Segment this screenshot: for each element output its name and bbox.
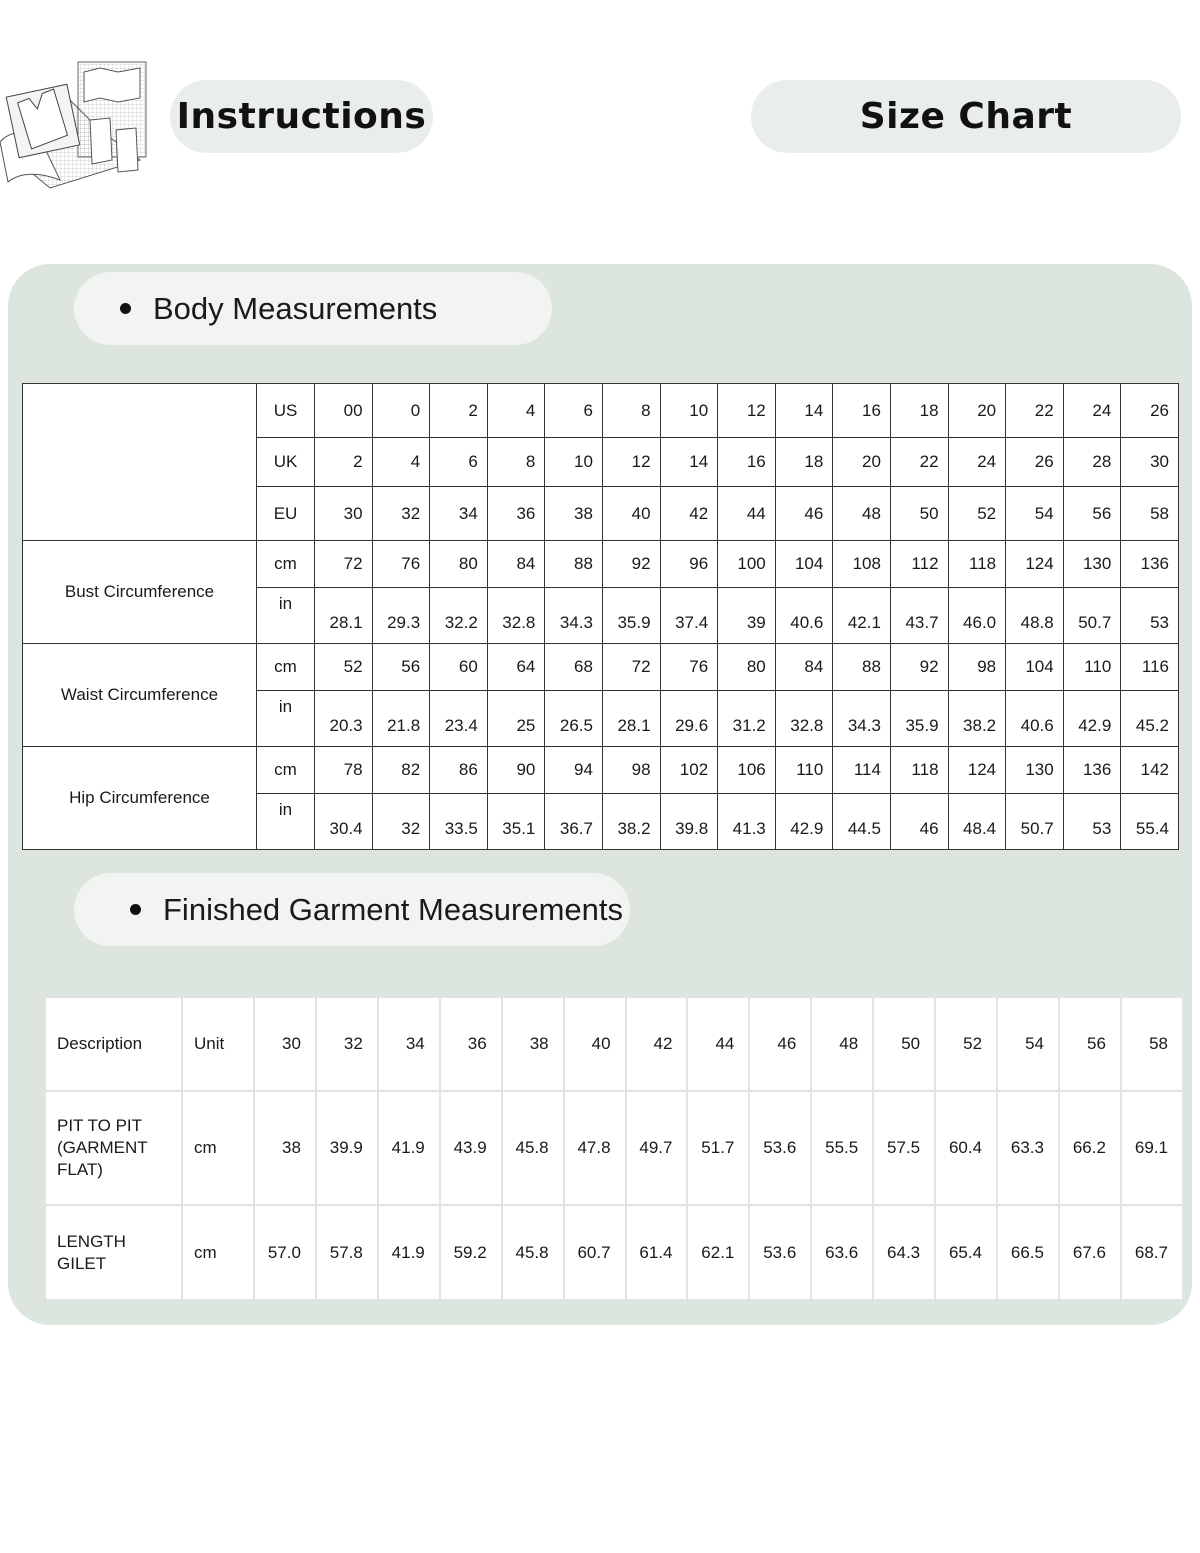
size-header-cell: 42 <box>626 997 688 1091</box>
measurement-cell: 31.2 <box>718 691 776 747</box>
measurement-cell: 78 <box>315 747 373 794</box>
measurement-cell: 110 <box>1063 644 1121 691</box>
size-cell: 18 <box>775 438 833 487</box>
measurement-row <box>23 644 1179 691</box>
measurement-row <box>23 541 1179 588</box>
size-cell: 8 <box>602 384 660 438</box>
value-cell: 60.4 <box>935 1091 997 1205</box>
measurement-cell: 38.2 <box>948 691 1006 747</box>
value-cell: 57.5 <box>873 1091 935 1205</box>
description-line: LENGTH <box>57 1231 126 1251</box>
description-line: GILET <box>57 1253 107 1273</box>
value-cell: 57.0 <box>254 1205 316 1300</box>
value-cell: 39.9 <box>316 1091 378 1205</box>
measurement-cell: 60 <box>430 644 488 691</box>
measurement-cell: 98 <box>602 747 660 794</box>
measurement-cell: 80 <box>430 541 488 588</box>
size-cell: 12 <box>718 384 776 438</box>
size-cell: 8 <box>487 438 545 487</box>
value-cell: 59.2 <box>440 1205 502 1300</box>
measurement-cell: 34.3 <box>833 691 891 747</box>
measurement-cell: 72 <box>315 541 373 588</box>
size-cell: 44 <box>718 487 776 541</box>
size-cell: 2 <box>430 384 488 438</box>
measurement-name: Hip Circumference <box>23 747 257 850</box>
measurement-cell: 42.1 <box>833 588 891 644</box>
size-header-cell: 46 <box>749 997 811 1091</box>
description-line: FLAT) <box>57 1160 103 1179</box>
measurement-cell: 106 <box>718 747 776 794</box>
body-measurements-heading <box>74 272 552 345</box>
measurement-cell: 50.7 <box>1063 588 1121 644</box>
size-header-cell: 58 <box>1121 997 1183 1091</box>
size-header-cell: 38 <box>502 997 564 1091</box>
measurement-cell: 46 <box>890 794 948 850</box>
value-cell: 63.3 <box>997 1091 1059 1205</box>
sewing-pattern-logo-icon <box>0 60 150 190</box>
value-cell: 41.9 <box>378 1091 440 1205</box>
description-line: (GARMENT <box>57 1138 148 1157</box>
size-header-cell: 52 <box>935 997 997 1091</box>
measurement-cell: 116 <box>1121 644 1179 691</box>
measurement-cell: 104 <box>775 541 833 588</box>
measurement-cell: 26.5 <box>545 691 603 747</box>
measurement-cell: 32 <box>372 794 430 850</box>
size-cell: 46 <box>775 487 833 541</box>
unit-header: Unit <box>182 997 254 1091</box>
size-cell: 54 <box>1006 487 1064 541</box>
size-header-cell: 34 <box>378 997 440 1091</box>
size-cell: 56 <box>1063 487 1121 541</box>
size-cell: 16 <box>833 384 891 438</box>
measurement-cell: 32.2 <box>430 588 488 644</box>
value-cell: 41.9 <box>378 1205 440 1300</box>
size-cell: 0 <box>372 384 430 438</box>
value-cell: 53.6 <box>749 1205 811 1300</box>
size-header-cell: 50 <box>873 997 935 1091</box>
measurement-cell: 23.4 <box>430 691 488 747</box>
measurement-cell: 20.3 <box>315 691 373 747</box>
value-cell: 57.8 <box>316 1205 378 1300</box>
table-row <box>45 1205 1183 1300</box>
size-cell: 16 <box>718 438 776 487</box>
value-cell: 68.7 <box>1121 1205 1183 1300</box>
measurement-cell: 118 <box>890 747 948 794</box>
measurement-cell: 118 <box>948 541 1006 588</box>
size-chart-label: Size Chart <box>859 96 1073 137</box>
measurement-cell: 40.6 <box>1006 691 1064 747</box>
row-unit: cm <box>182 1091 254 1205</box>
measurement-cell: 100 <box>718 541 776 588</box>
measurement-cell: 86 <box>430 747 488 794</box>
measurement-cell: 34.3 <box>545 588 603 644</box>
measurement-cell: 25 <box>487 691 545 747</box>
table-row <box>45 1091 1183 1205</box>
measurement-cell: 82 <box>372 747 430 794</box>
size-cell: 20 <box>948 384 1006 438</box>
description-line: PIT TO PIT <box>57 1116 143 1135</box>
measurement-cell: 53 <box>1121 588 1179 644</box>
measurement-cell: 53 <box>1063 794 1121 850</box>
value-cell: 61.4 <box>626 1205 688 1300</box>
measurement-cell: 136 <box>1121 541 1179 588</box>
value-cell: 60.7 <box>564 1205 626 1300</box>
measurement-cell: 38.2 <box>602 794 660 850</box>
unit-label: in <box>257 794 315 850</box>
bullet-icon <box>120 303 131 314</box>
size-cell: 26 <box>1121 384 1179 438</box>
measurement-cell: 124 <box>1006 541 1064 588</box>
measurement-cell: 50.7 <box>1006 794 1064 850</box>
unit-label: cm <box>257 541 315 588</box>
measurement-cell: 136 <box>1063 747 1121 794</box>
measurement-cell: 36.7 <box>545 794 603 850</box>
measurement-cell: 32.8 <box>487 588 545 644</box>
value-cell: 62.1 <box>687 1205 749 1300</box>
size-cell: 42 <box>660 487 718 541</box>
size-cell: 30 <box>315 487 373 541</box>
measurement-cell: 44.5 <box>833 794 891 850</box>
value-cell: 66.5 <box>997 1205 1059 1300</box>
size-cell: 34 <box>430 487 488 541</box>
size-system-label: EU <box>257 487 315 541</box>
measurement-cell: 96 <box>660 541 718 588</box>
size-cell: 52 <box>948 487 1006 541</box>
value-cell: 65.4 <box>935 1205 997 1300</box>
size-cell: 22 <box>1006 384 1064 438</box>
unit-label: cm <box>257 644 315 691</box>
size-chart-tab[interactable] <box>751 80 1181 153</box>
value-cell: 51.7 <box>687 1091 749 1205</box>
value-cell: 66.2 <box>1059 1091 1121 1205</box>
measurement-cell: 124 <box>948 747 1006 794</box>
measurement-cell: 64 <box>487 644 545 691</box>
size-cell: 6 <box>545 384 603 438</box>
size-cell: 18 <box>890 384 948 438</box>
measurement-cell: 48.8 <box>1006 588 1064 644</box>
measurement-cell: 30.4 <box>315 794 373 850</box>
size-header-cell: 54 <box>997 997 1059 1091</box>
value-cell: 45.8 <box>502 1205 564 1300</box>
measurement-cell: 142 <box>1121 747 1179 794</box>
measurement-cell: 98 <box>948 644 1006 691</box>
size-cell: 30 <box>1121 438 1179 487</box>
size-cell: 38 <box>545 487 603 541</box>
body-measurements-table <box>22 383 1179 850</box>
size-cell: 40 <box>602 487 660 541</box>
measurement-name: Waist Circumference <box>23 644 257 747</box>
unit-label: in <box>257 691 315 747</box>
measurement-cell: 29.6 <box>660 691 718 747</box>
size-cell: 10 <box>660 384 718 438</box>
size-header-cell: 56 <box>1059 997 1121 1091</box>
size-header-cell: 40 <box>564 997 626 1091</box>
measurement-cell: 94 <box>545 747 603 794</box>
measurement-cell: 68 <box>545 644 603 691</box>
measurement-cell: 92 <box>602 541 660 588</box>
measurement-cell: 112 <box>890 541 948 588</box>
measurement-cell: 88 <box>833 644 891 691</box>
value-cell: 55.5 <box>811 1091 873 1205</box>
size-system-label: US <box>257 384 315 438</box>
measurement-cell: 46.0 <box>948 588 1006 644</box>
size-cell: 22 <box>890 438 948 487</box>
instructions-tab[interactable] <box>170 80 433 153</box>
size-header-cell: 44 <box>687 997 749 1091</box>
size-cell: 48 <box>833 487 891 541</box>
measurement-cell: 40.6 <box>775 588 833 644</box>
finished-garment-heading <box>74 873 630 946</box>
measurement-cell: 72 <box>602 644 660 691</box>
size-header-cell: 30 <box>254 997 316 1091</box>
measurement-cell: 80 <box>718 644 776 691</box>
measurement-cell: 28.1 <box>602 691 660 747</box>
row-description <box>45 1091 182 1205</box>
value-cell: 45.8 <box>502 1091 564 1205</box>
measurement-cell: 55.4 <box>1121 794 1179 850</box>
measurement-cell: 76 <box>660 644 718 691</box>
size-cell: 14 <box>775 384 833 438</box>
size-header-cell: 32 <box>316 997 378 1091</box>
measurement-cell: 28.1 <box>315 588 373 644</box>
size-cell: 36 <box>487 487 545 541</box>
measurement-cell: 102 <box>660 747 718 794</box>
size-header-cell: 48 <box>811 997 873 1091</box>
size-system-label: UK <box>257 438 315 487</box>
size-cell: 12 <box>602 438 660 487</box>
size-cell: 10 <box>545 438 603 487</box>
measurement-cell: 42.9 <box>775 794 833 850</box>
size-cell: 24 <box>948 438 1006 487</box>
measurement-cell: 32.8 <box>775 691 833 747</box>
value-cell: 49.7 <box>626 1091 688 1205</box>
value-cell: 53.6 <box>749 1091 811 1205</box>
size-cell: 20 <box>833 438 891 487</box>
size-cell: 32 <box>372 487 430 541</box>
measurement-cell: 130 <box>1063 541 1121 588</box>
size-cell: 6 <box>430 438 488 487</box>
value-cell: 67.6 <box>1059 1205 1121 1300</box>
measurement-cell: 29.3 <box>372 588 430 644</box>
size-cell: 26 <box>1006 438 1064 487</box>
measurement-cell: 39 <box>718 588 776 644</box>
section-title: Body Measurements <box>153 290 438 326</box>
measurement-cell: 108 <box>833 541 891 588</box>
measurement-row <box>23 747 1179 794</box>
measurement-cell: 84 <box>775 644 833 691</box>
measurement-cell: 110 <box>775 747 833 794</box>
section-title: Finished Garment Measurements <box>163 891 624 927</box>
measurement-cell: 90 <box>487 747 545 794</box>
value-cell: 47.8 <box>564 1091 626 1205</box>
measurement-cell: 52 <box>315 644 373 691</box>
size-cell: 00 <box>315 384 373 438</box>
measurement-cell: 35.9 <box>602 588 660 644</box>
size-row <box>23 384 1179 438</box>
size-header-cell: 36 <box>440 997 502 1091</box>
measurement-cell: 114 <box>833 747 891 794</box>
row-description <box>45 1205 182 1300</box>
measurement-cell: 43.7 <box>890 588 948 644</box>
row-unit: cm <box>182 1205 254 1300</box>
blank-corner-cell <box>23 384 257 541</box>
measurement-cell: 88 <box>545 541 603 588</box>
unit-label: in <box>257 588 315 644</box>
header-row <box>45 997 1183 1091</box>
measurement-cell: 21.8 <box>372 691 430 747</box>
measurement-cell: 48.4 <box>948 794 1006 850</box>
measurement-cell: 104 <box>1006 644 1064 691</box>
size-cell: 50 <box>890 487 948 541</box>
size-cell: 24 <box>1063 384 1121 438</box>
size-cell: 2 <box>315 438 373 487</box>
size-cell: 4 <box>372 438 430 487</box>
measurement-cell: 56 <box>372 644 430 691</box>
value-cell: 64.3 <box>873 1205 935 1300</box>
bullet-icon <box>130 904 141 915</box>
size-cell: 14 <box>660 438 718 487</box>
measurement-name: Bust Circumference <box>23 541 257 644</box>
value-cell: 43.9 <box>440 1091 502 1205</box>
instructions-label: Instructions <box>176 96 427 137</box>
measurement-cell: 130 <box>1006 747 1064 794</box>
measurement-cell: 42.9 <box>1063 691 1121 747</box>
size-cell: 58 <box>1121 487 1179 541</box>
size-cell: 28 <box>1063 438 1121 487</box>
value-cell: 69.1 <box>1121 1091 1183 1205</box>
description-header: Description <box>45 997 182 1091</box>
measurement-cell: 92 <box>890 644 948 691</box>
value-cell: 38 <box>254 1091 316 1205</box>
measurement-cell: 39.8 <box>660 794 718 850</box>
size-cell: 4 <box>487 384 545 438</box>
measurement-cell: 76 <box>372 541 430 588</box>
measurement-cell: 37.4 <box>660 588 718 644</box>
value-cell: 63.6 <box>811 1205 873 1300</box>
measurement-cell: 41.3 <box>718 794 776 850</box>
finished-garment-table <box>44 996 1184 1301</box>
measurement-cell: 84 <box>487 541 545 588</box>
measurement-cell: 35.9 <box>890 691 948 747</box>
measurement-cell: 35.1 <box>487 794 545 850</box>
unit-label: cm <box>257 747 315 794</box>
measurement-cell: 33.5 <box>430 794 488 850</box>
measurement-cell: 45.2 <box>1121 691 1179 747</box>
